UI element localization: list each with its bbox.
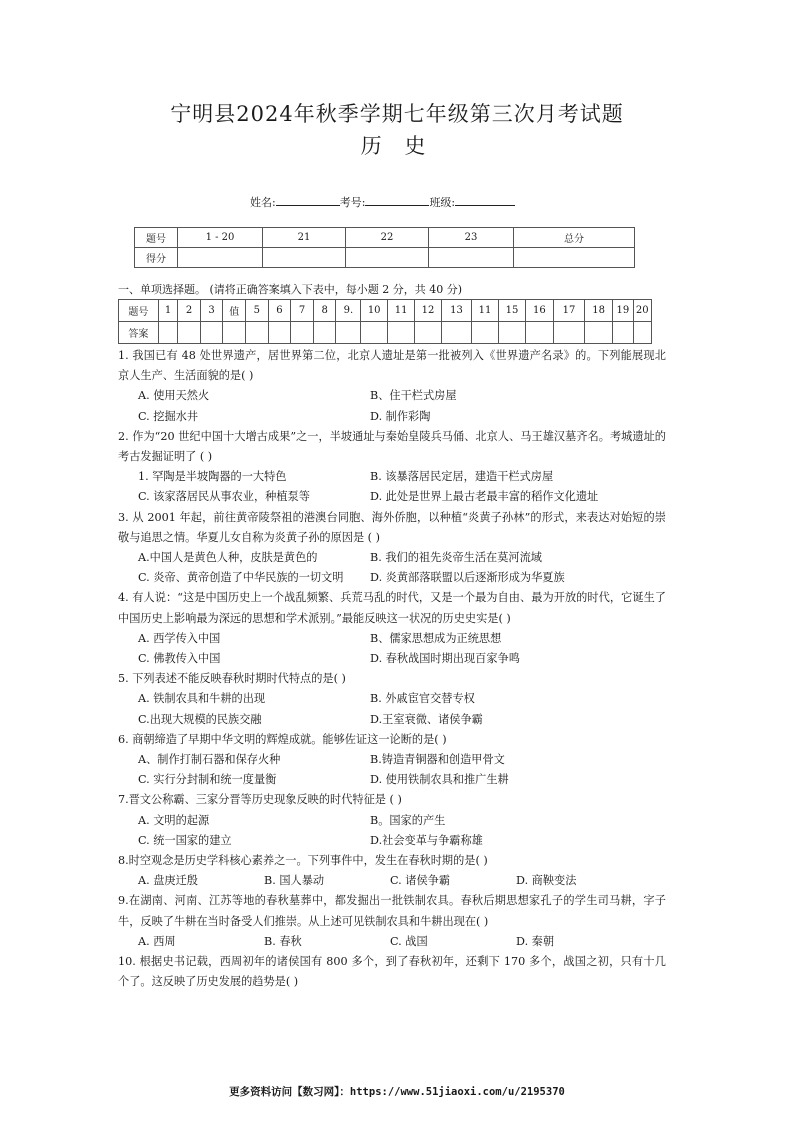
answer-cell[interactable] (223, 322, 246, 344)
option-item[interactable]: B. 春秋 (264, 934, 302, 948)
score-header-cell: 21 (263, 228, 346, 248)
answer-header-cell: 7 (291, 300, 314, 322)
option-item[interactable]: B. 国人暴动 (264, 874, 325, 888)
answer-table (118, 299, 652, 344)
question-stem: 8.时空观念是历史学科核心素养之一。下列事件中，发生在春秋时期的是( ) (118, 854, 488, 868)
option-item[interactable]: D. 此处是世界上最古老最丰富的稻作文化遗址 (370, 490, 599, 504)
answer-header-cell: 12 (415, 300, 442, 322)
option-item[interactable]: C. 炎帝、黄帝创造了中华民族的一切文明 (138, 571, 344, 585)
question-item (118, 508, 666, 589)
options-row (118, 689, 666, 729)
question-item (118, 851, 666, 891)
option-item[interactable]: C. 佛教传入中国 (138, 652, 221, 666)
option-item[interactable]: D. 春秋战国时期出现百家争鸣 (370, 652, 520, 666)
option-item[interactable]: C. 诸侯争霸 (390, 874, 451, 888)
option-item[interactable]: D.社会变革与争霸称雄 (370, 833, 483, 847)
question-item (118, 588, 666, 669)
answer-cell[interactable] (499, 322, 526, 344)
name-blank[interactable] (276, 195, 340, 206)
question-item (118, 891, 666, 952)
answer-header-cell: 19 (613, 300, 633, 322)
question-stem: 5. 下列表述不能反映春秋时期时代特点的是( ) (118, 672, 346, 686)
option-item[interactable]: C. 实行分封制和统一度量衡 (138, 773, 277, 787)
answer-header-cell: 16 (525, 300, 553, 322)
answer-header-cell: 3 (200, 300, 223, 322)
answer-header-cell: 10 (361, 300, 388, 322)
score-header-cell: 23 (429, 228, 514, 248)
class-label: 班级: (429, 196, 456, 209)
option-item[interactable]: 1. 罕陶是半坡陶器的一大特色 (138, 470, 287, 484)
exam-title: 宁明县2024年秋季学期七年级第三次月考试题 (170, 102, 624, 126)
question-stem: 1. 我国已有 48 处世界遗产，居世界第二位，北京人遗址是第一批被列入《世界遗产名录》的。下列能展现北京人生产、生活面貌的是( ) (118, 349, 666, 383)
answer-header-cell: 5 (246, 300, 269, 322)
answer-row-label: 答案 (119, 322, 159, 344)
question-item (118, 669, 666, 730)
answer-cell[interactable] (200, 322, 223, 344)
answer-cell[interactable] (633, 322, 651, 344)
options-row (118, 386, 666, 426)
option-item[interactable]: A.中国人是黄色人种，皮肤是黄色的 (138, 551, 318, 565)
question-item (118, 730, 666, 791)
exam-no-label: 考号: (339, 196, 366, 209)
score-cell[interactable] (178, 248, 263, 268)
answer-header-row (119, 300, 652, 322)
footer-link[interactable]: 更多资料访问【数习网】：https://www.51jiaoxi.com/u/2195370 (229, 1086, 565, 1098)
score-header-cell: 1 - 20 (178, 228, 263, 248)
answer-header-cell: 6 (268, 300, 291, 322)
answer-cell[interactable] (585, 322, 613, 344)
option-item[interactable]: B. 外戚宦官交替专权 (370, 692, 475, 706)
answer-cell[interactable] (291, 322, 314, 344)
question-item (118, 427, 666, 508)
answer-cell[interactable] (472, 322, 499, 344)
answer-cell[interactable] (268, 322, 291, 344)
option-item[interactable]: D. 使用铁制农具和推广生耕 (370, 773, 509, 787)
score-cell[interactable] (346, 248, 429, 268)
options-row (118, 750, 666, 790)
answer-header-cell: 1 (158, 300, 177, 322)
option-item[interactable]: D. 商鞅变法 (516, 874, 577, 888)
option-item[interactable]: C. 挖掘水井 (138, 409, 199, 423)
option-item[interactable]: B。国家的产生 (370, 813, 446, 827)
question-stem: 7.晋文公称霸、三家分晋等历史现象反映的时代特征是 ( ) (118, 793, 402, 807)
score-cell[interactable] (429, 248, 514, 268)
option-item[interactable]: A. 铁制农具和牛耕的出现 (138, 692, 266, 706)
option-item[interactable]: B、住干栏式房屋 (370, 389, 457, 403)
answer-header-cell: 题号 (119, 300, 159, 322)
answer-header-cell: 13 (441, 300, 471, 322)
option-item[interactable]: D.王室衰微、诸侯争霸 (370, 712, 483, 726)
option-item[interactable]: B.铸造青铜器和创造甲骨文 (370, 753, 505, 767)
answer-header-cell: 11 (472, 300, 499, 322)
question-stem: 10. 根据史书记载，西周初年的诸侯国有 800 多个，到了春秋初年，还剩下 170 多个，战国之初，只有十几个了。这反映了历史发展的趋势是( ) (118, 955, 666, 989)
score-row-label: 得分 (135, 248, 178, 268)
section-heading: 一、单项选择题。 (请将正确答案填入下表中，每小题 2 分，共 40 分) (118, 283, 463, 296)
option-item[interactable]: D. 制作彩陶 (370, 409, 431, 423)
option-item[interactable]: C. 该家落居民从事农业，种植泵等 (138, 490, 310, 504)
options-row (118, 548, 666, 588)
question-stem: 4. 有人说：“这是中国历史上一个战乱频繁、兵荒马乱的时代，又是一个最为自由、最为开放的时代，它诞生了中国历史上影响最为深远的思想和学术派别。”最能反映这一状况的历史史实是( ) (118, 591, 666, 625)
option-item[interactable]: D. 秦朝 (516, 934, 555, 948)
class-blank[interactable] (455, 195, 515, 206)
question-item (118, 346, 666, 427)
answer-cell[interactable] (441, 322, 471, 344)
question-stem: 9.在湖南、河南、江苏等地的春秋墓葬中，都发掘出一批铁制农具。春秋后期思想家孔子的学生司马耕，字子牛，反映了牛耕在当时备受人们推崇。从上述可见铁制农具和牛耕出现在( ) (118, 894, 666, 928)
option-item[interactable]: C.出现大规模的民族交融 (138, 712, 262, 726)
question-stem: 2. 作为“20 世纪中国十大增古成果”之一，半坡通址与秦始皇陵兵马俑、北京人、马王雄汉墓齐名。考城遗址的考古发掘证明了 ( ) (118, 429, 666, 464)
answer-row (119, 322, 652, 344)
answer-cell[interactable] (613, 322, 633, 344)
option-item[interactable]: B. 我们的祖先炎帝生活在莫河流域 (370, 551, 542, 565)
answer-cell[interactable] (246, 322, 269, 344)
option-item[interactable]: A. 盘庚迁殷 (138, 874, 198, 888)
question-stem: 6. 商朝缔造了早期中华文明的辉煌成就。能够佐证这一论断的是( ) (118, 732, 447, 746)
subject-title: 历 史 (360, 134, 434, 158)
answer-header-cell: 9. (336, 300, 361, 322)
score-header-cell: 题号 (135, 228, 178, 248)
score-cell[interactable] (263, 248, 346, 268)
score-table (134, 227, 635, 268)
answer-header-cell: 15 (499, 300, 526, 322)
options-row (118, 811, 666, 851)
option-item[interactable]: C. 战国 (390, 934, 428, 948)
exam-no-blank[interactable] (365, 195, 429, 206)
answer-cell[interactable] (178, 322, 201, 344)
options-row (118, 871, 666, 891)
option-item[interactable]: A、制作打制石器和保存火种 (138, 753, 281, 767)
answer-header-cell: 值 (223, 300, 246, 322)
option-item[interactable]: B. 该暴落居民定居，建造干栏式房屋 (370, 470, 554, 484)
answer-cell[interactable] (313, 322, 336, 344)
questions-list (118, 346, 666, 993)
option-item[interactable]: A. 使用天然火 (138, 389, 210, 403)
name-label: 姓名: (250, 196, 276, 209)
answer-cell[interactable] (361, 322, 388, 344)
answer-header-cell: 11 (388, 300, 415, 322)
score-cell[interactable] (514, 248, 635, 268)
answer-header-cell: 20 (633, 300, 651, 322)
answer-header-cell: 2 (178, 300, 201, 322)
answer-cell[interactable] (336, 322, 361, 344)
question-item (118, 790, 666, 851)
option-item[interactable]: B、儒家思想成为正统思想 (370, 631, 502, 645)
options-row (118, 629, 666, 669)
option-item[interactable]: A. 西周 (138, 934, 176, 948)
answer-cell[interactable] (388, 322, 415, 344)
score-header-cell: 22 (346, 228, 429, 248)
answer-cell[interactable] (553, 322, 584, 344)
answer-header-cell: 17 (553, 300, 584, 322)
option-item[interactable]: C. 统一国家的建立 (138, 833, 232, 847)
question-stem: 3. 从 2001 年起，前往黄帝陵祭祖的港澳台同胞、海外侨胞，以种植“炎黄子孙林”的形式，来表达对始短的崇敬与追思之情。华夏儿女自称为炎黄子孙的原因是 ( ) (118, 510, 666, 544)
option-item[interactable]: D. 炎黄部落联盟以后逐渐形成为华夏族 (370, 571, 565, 585)
option-item[interactable]: A. 文明的起源 (138, 813, 210, 827)
option-item[interactable]: A. 西学传入中国 (138, 631, 221, 645)
score-row (135, 248, 635, 268)
question-item (118, 952, 666, 992)
answer-cell[interactable] (525, 322, 553, 344)
options-row (118, 932, 666, 952)
answer-cell[interactable] (415, 322, 442, 344)
score-header-row (135, 228, 635, 248)
options-row (118, 467, 666, 507)
score-header-cell: 总分 (514, 228, 635, 248)
answer-cell[interactable] (158, 322, 177, 344)
answer-header-cell: 8 (313, 300, 336, 322)
answer-header-cell: 18 (585, 300, 613, 322)
student-info (250, 194, 515, 210)
